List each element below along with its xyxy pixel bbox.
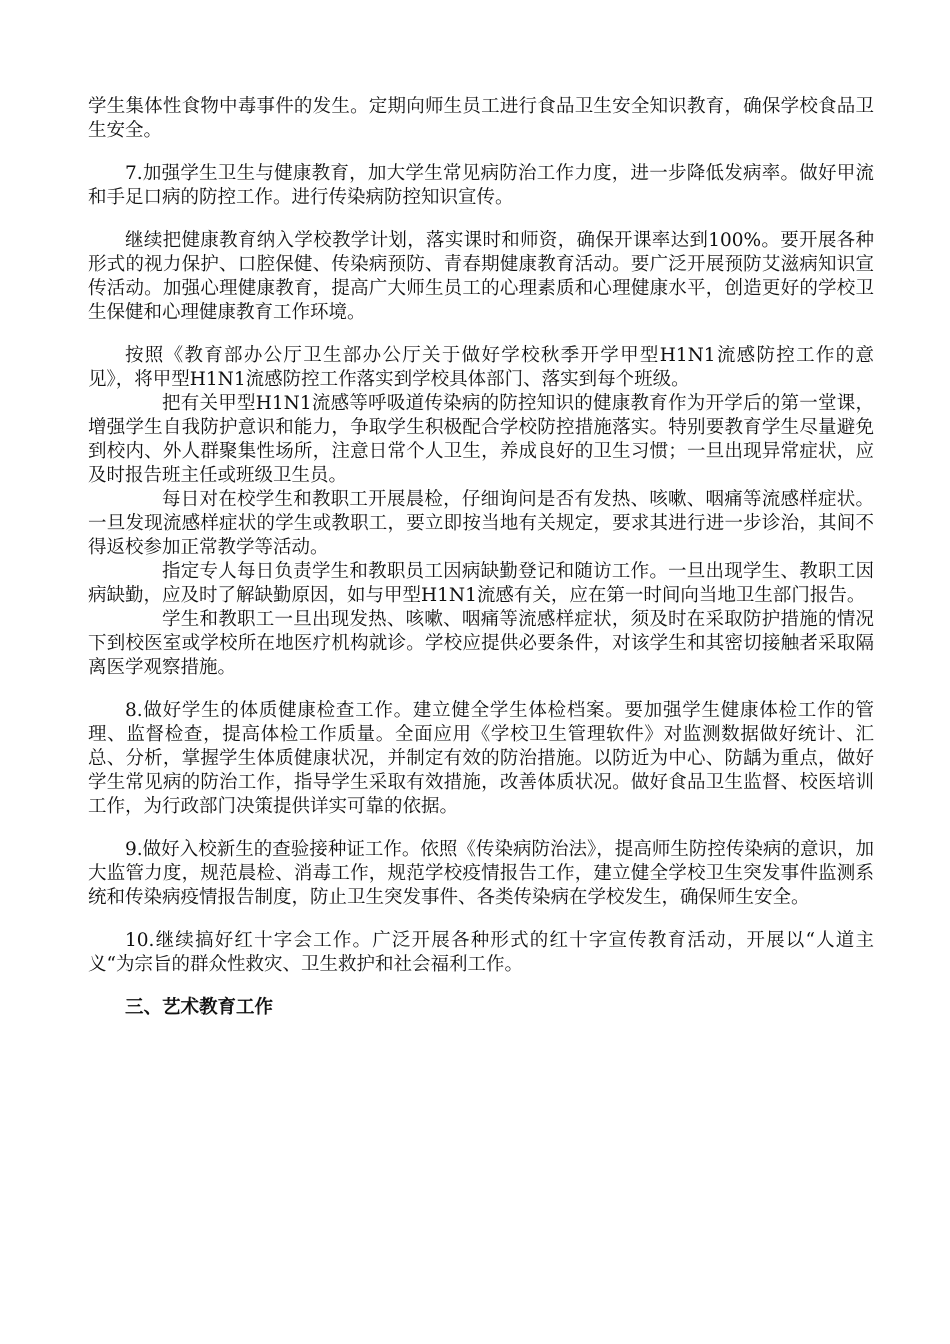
document-page (88, 95, 874, 1020)
paragraph-health-education: 继续把健康教育纳入学校教学计划，落实课时和师资，确保开课率达到100%。要开展各种形式的视力保护、口腔保健、传染病预防、青春期健康教育活动。要广泛开展预防艾滋病知识宣传活动。加强心理健康教育，提高广大师生员工的心理素质和心理健康水平，创造更好的学校卫生保健和心理健康教育工作环境。 (88, 230, 874, 323)
paragraph-h1n1-guidance: 按照《教育部办公厅卫生部办公厅关于做好学校秋季开学甲型H1N1流感防控工作的意见》，将甲型H1N1流感防控工作落实到学校具体部门、落实到每个班级。 (88, 345, 874, 390)
paragraph-food-safety: 学生集体性食物中毒事件的发生。定期向师生员工进行食品卫生安全知识教育，确保学校食品卫生安全。 (88, 96, 874, 141)
paragraph-first-lesson: 把有关甲型H1N1流感等呼吸道传染病的防控知识的健康教育作为开学后的第一堂课，增强学生自我防护意识和能力，争取学生积极配合学校防控措施落实。特别要教育学生尽量避免到校内、外人群聚集性场所，注意日常个人卫生，养成良好的卫生习惯；一旦出现异常症状，应及时报告班主任或班级卫生员。 (88, 393, 874, 486)
paragraph-item-9: 9.做好入校新生的查验接种证工作。依照《传染病防治法》，提高师生防控传染病的意识，加大监管力度，规范晨检、消毒工作，规范学校疫情报告工作，建立健全学校卫生突发事件监测系统和传染病疫情报告制度，防止卫生突发事件、各类传染病在学校发生，确保师生安全。 (88, 839, 874, 908)
section-heading-art-education: 三、艺术教育工作 (125, 997, 274, 1018)
paragraph-item-10: 10.继续搞好红十字会工作。广泛开展各种形式的红十字宣传教育活动，开展以“人道主义“为宗旨的群众性救灾、卫生救护和社会福利工作。 (88, 930, 874, 975)
paragraph-item-8: 8.做好学生的体质健康检查工作。建立健全学生体检档案。要加强学生健康体检工作的管理、监督检查，提高体检工作质量。全面应用《学校卫生管理软件》对监测数据做好统计、汇总、分析，掌握学生体质健康状况，并制定有效的防治措施。以防近为中心、防龋为重点，做好学生常见病的防治工作，指导学生采取有效措施，改善体质状况。做好食品卫生监督、校医培训工作，为行政部门决策提供详实可靠的依据。 (88, 700, 874, 817)
paragraph-item-7: 7.加强学生卫生与健康教育，加大学生常见病防治工作力度，进一步降低发病率。做好甲流和手足口病的防控工作。进行传染病防控知识宣传。 (88, 163, 874, 208)
paragraph-absence-tracking: 指定专人每日负责学生和教职员工因病缺勤登记和随访工作。一旦出现学生、教职工因病缺勤，应及时了解缺勤原因，如与甲型H1N1流感有关，应在第一时间向当地卫生部门报告。 (88, 561, 874, 606)
paragraph-symptom-handling: 学生和教职工一旦出现发热、咳嗽、咽痛等流感样症状，须及时在采取防护措施的情况下到校医室或学校所在地医疗机构就诊。学校应提供必要条件，对该学生和其密切接触者采取隔离医学观察措施。 (88, 609, 874, 678)
paragraph-morning-check: 每日对在校学生和教职工开展晨检，仔细询问是否有发热、咳嗽、咽痛等流感样症状。一旦发现流感样症状的学生或教职工，要立即按当地有关规定，要求其进行进一步诊治，其间不得返校参加正常教学等活动。 (88, 489, 874, 558)
